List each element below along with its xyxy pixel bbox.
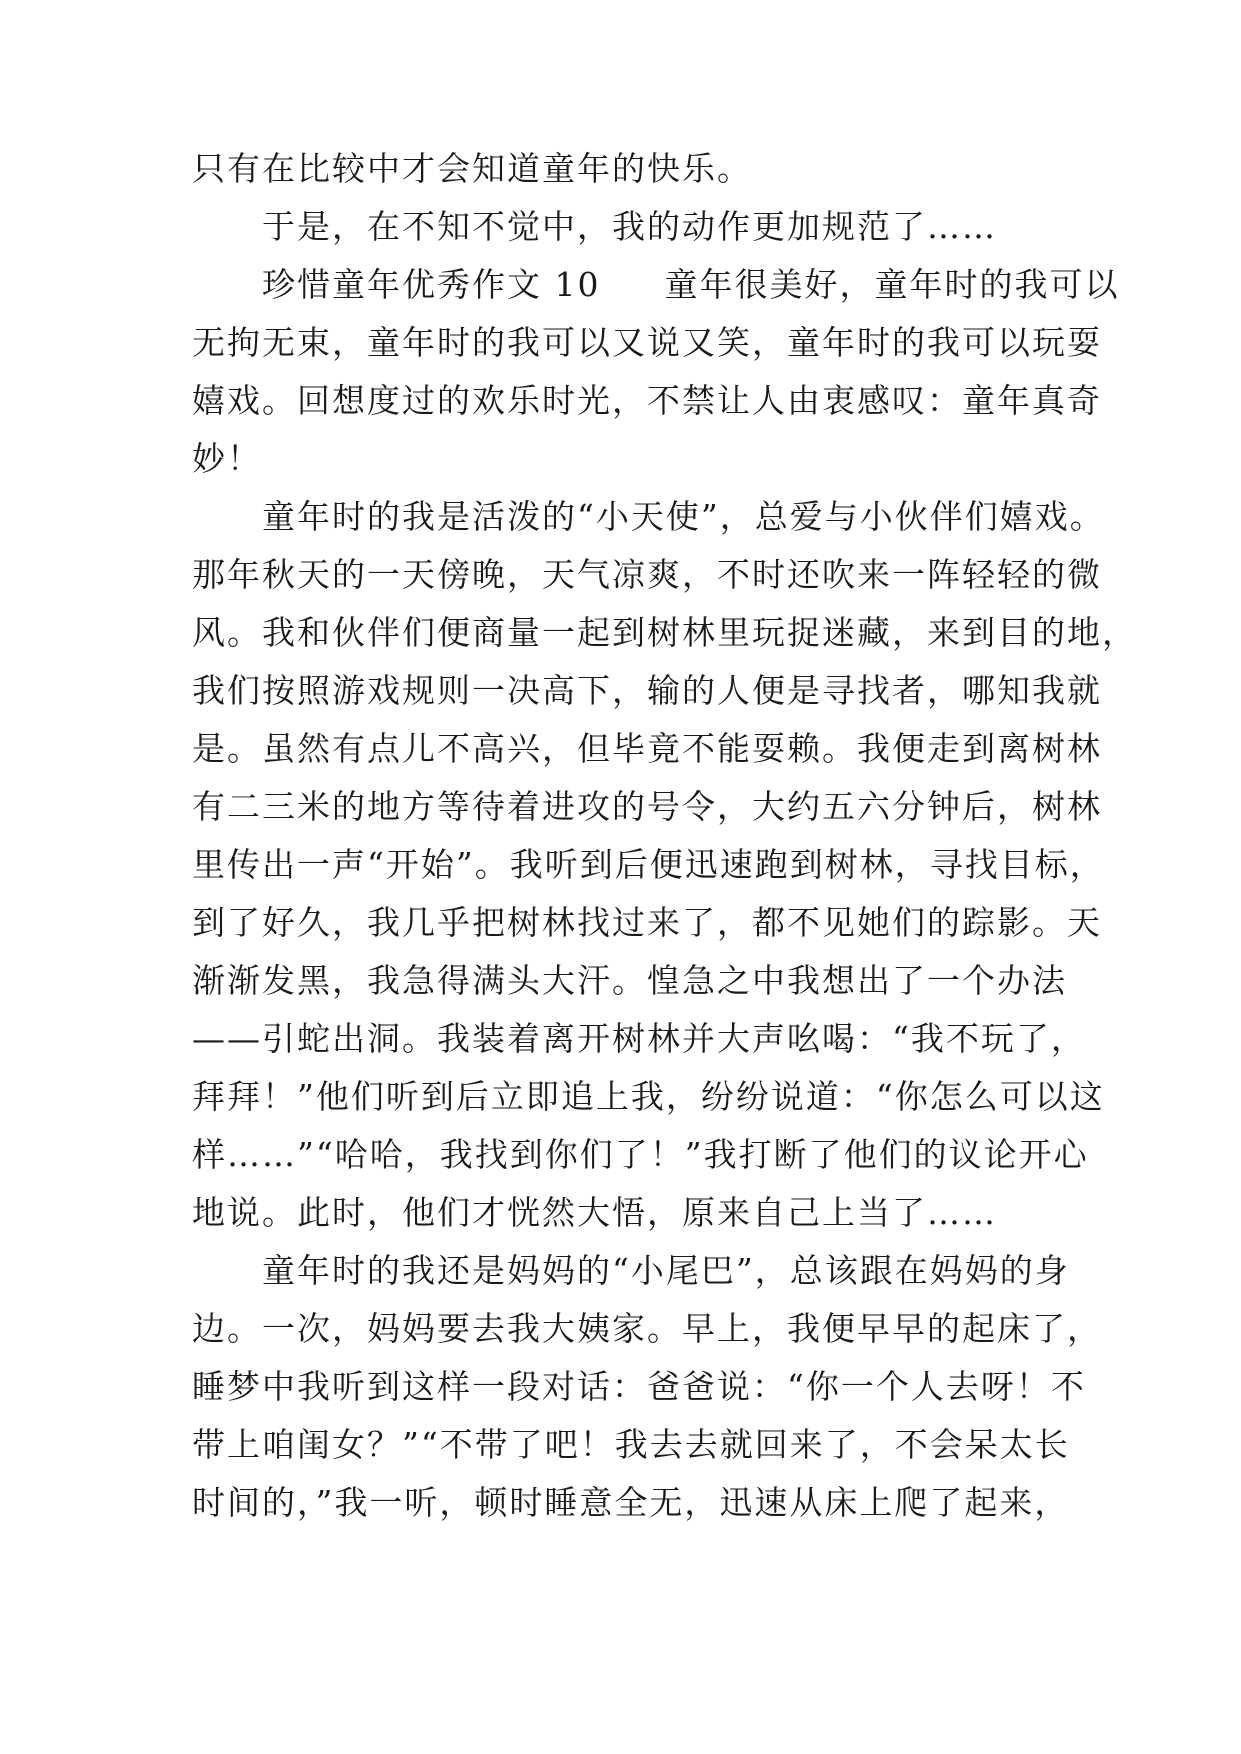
text-line: 带上咱闺女？”“不带了吧！我去去就回来了，不会呆太长 bbox=[192, 1425, 1070, 1464]
text-line: 无拘无束，童年时的我可以又说又笑，童年时的我可以玩耍 bbox=[192, 323, 1102, 362]
text-line: 我们按照游戏规则一决高下，输的人便是寻找者，哪知我就 bbox=[192, 671, 1102, 710]
text-line: 于是，在不知不觉中，我的动作更加规范了…… bbox=[262, 207, 997, 246]
text-line: 边。一次，妈妈要去我大姨家。早上，我便早早的起床了， bbox=[192, 1309, 1102, 1348]
text-line: 是。虽然有点儿不高兴，但毕竟不能耍赖。我便走到离树林 bbox=[192, 729, 1102, 768]
text-line: 只有在比较中才会知道童年的快乐。 bbox=[192, 149, 752, 188]
essay-title: 珍惜童年优秀作文 10 bbox=[262, 265, 601, 304]
text-line: 睡梦中我听到这样一段对话：爸爸说：“你一个人去呀！不 bbox=[192, 1367, 1086, 1406]
text-line: 妙！ bbox=[192, 439, 262, 478]
text-line: 时间的，”我一听，顿时睡意全无，迅速从床上爬了起来， bbox=[192, 1483, 1070, 1522]
essay-opening-text: 童年很美好，童年时的我可以 bbox=[664, 265, 1120, 304]
text-line: 到了好久，我几乎把树林找过来了，都不见她们的踪影。天 bbox=[192, 903, 1102, 942]
essay-body bbox=[192, 140, 1137, 1532]
text-line: 风。我和伙伴们便商量一起到树林里玩捉迷藏，来到目的地， bbox=[192, 613, 1137, 652]
text-line: 嬉戏。回想度过的欢乐时光，不禁让人由衷感叹：童年真奇 bbox=[192, 381, 1102, 420]
text-line: 童年时的我是活泼的“小天使”，总爱与小伙伴们嬉戏。 bbox=[262, 497, 1105, 536]
text-line: 渐渐发黑，我急得满头大汗。惶急之中我想出了一个办法 bbox=[192, 961, 1067, 1000]
text-line: 那年秋天的一天傍晚，天气凉爽，不时还吹来一阵轻轻的微 bbox=[192, 555, 1102, 594]
text-line: 拜拜！”他们听到后立即追上我，纷纷说道：“你怎么可以这 bbox=[192, 1077, 1105, 1116]
text-line: 地说。此时，他们才恍然大悟，原来自己上当了…… bbox=[192, 1193, 997, 1232]
text-line: 样……”“哈哈，我找到你们了！”我打断了他们的议论开心 bbox=[192, 1135, 1089, 1174]
essay-heading-line bbox=[192, 256, 1120, 314]
text-line: 童年时的我还是妈妈的“小尾巴”，总该跟在妈妈的身 bbox=[262, 1251, 1070, 1290]
text-line: ——引蛇出洞。我装着离开树林并大声吆喝：“我不玩了， bbox=[192, 1019, 1086, 1058]
text-line: 里传出一声“开始”。我听到后便迅速跑到树林，寻找目标， bbox=[192, 845, 1105, 884]
text-line: 有二三米的地方等待着进攻的号令，大约五六分钟后，树林 bbox=[192, 787, 1102, 826]
